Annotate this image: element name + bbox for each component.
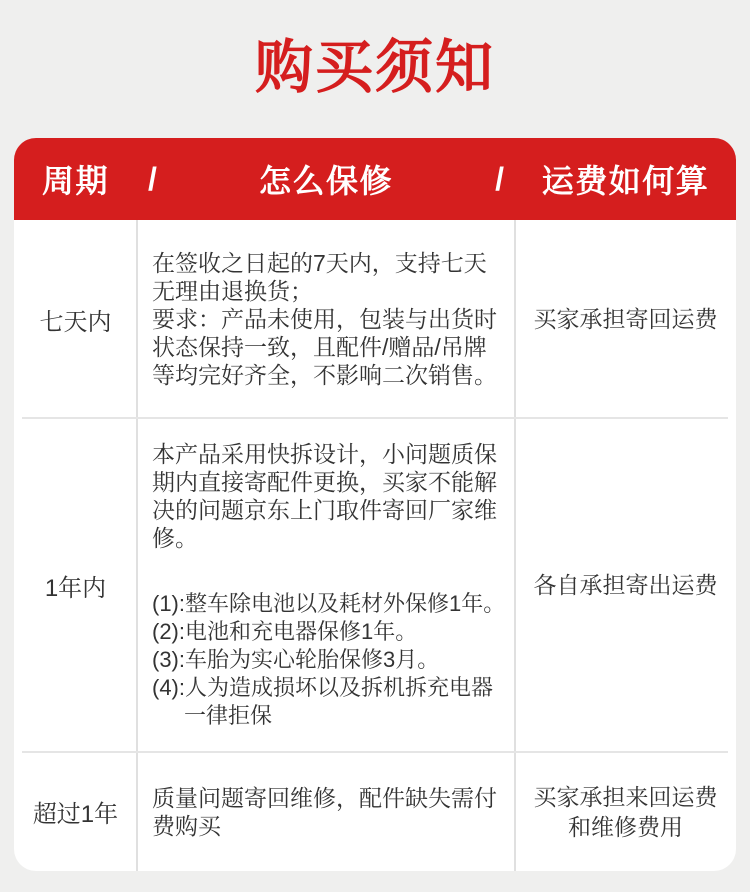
- table-row-7days: [14, 220, 736, 418]
- paragraph-spacer: [152, 552, 501, 590]
- period-cell: 七天内: [39, 308, 112, 336]
- header-period: 周期: [41, 163, 109, 199]
- header-shipping: 运费如何算: [541, 163, 710, 199]
- warranty-paragraph: 质量问题寄回维修，配件缺失需付费购买: [152, 784, 497, 839]
- shipping-cell: 买家承担来回运费和维修费用: [533, 783, 718, 840]
- shipping-cell: 买家承担寄回运费: [533, 306, 718, 332]
- table-header: [14, 138, 736, 220]
- table-row-over-1year: [14, 752, 736, 871]
- shipping-cell: 各自承担寄出运费: [533, 572, 718, 598]
- warranty-list-item: (3):车胎为实心轮胎保修3月。: [152, 647, 440, 672]
- row-divider-1: [22, 417, 728, 419]
- warranty-paragraph: 在签收之日起的7天内，支持七天无理由退换货；: [152, 250, 487, 304]
- page-title: 购买须知: [254, 35, 495, 100]
- warranty-cell: [137, 418, 515, 752]
- warranty-table: [14, 138, 736, 871]
- warranty-cell: [137, 752, 515, 871]
- warranty-list-item: (1):整车除电池以及耗材外保修1年。: [152, 591, 506, 616]
- warranty-list-item-continuation: 一律拒保: [184, 703, 273, 728]
- warranty-list-item: (4):人为造成损坏以及拆机拆充电器: [152, 675, 494, 700]
- table-row-1year: [14, 418, 736, 752]
- period-cell: 1年内: [44, 574, 107, 602]
- warranty-paragraph: 要求：产品未使用，包装与出货时状态保持一致，且配件/赠品/吊牌等均完好齐全，不影响二次销售。: [152, 306, 497, 388]
- header-separator-2: /: [495, 160, 504, 197]
- header-warranty-group: [137, 156, 515, 202]
- header-separator-1: /: [148, 160, 157, 197]
- column-divider-1: [136, 220, 138, 871]
- period-cell: 超过1年: [32, 801, 119, 828]
- column-divider-2: [514, 220, 516, 871]
- row-divider-2: [22, 751, 728, 753]
- warranty-list-item: (2):电池和充电器保修1年。: [152, 619, 418, 644]
- table-body: [14, 220, 736, 871]
- warranty-cell: [137, 220, 515, 418]
- header-warranty: 怎么保修: [258, 163, 393, 199]
- warranty-paragraph: 本产品采用快拆设计，小问题质保期内直接寄配件更换，买家不能解决的问题京东上门取件寄回厂家维修。: [152, 441, 497, 551]
